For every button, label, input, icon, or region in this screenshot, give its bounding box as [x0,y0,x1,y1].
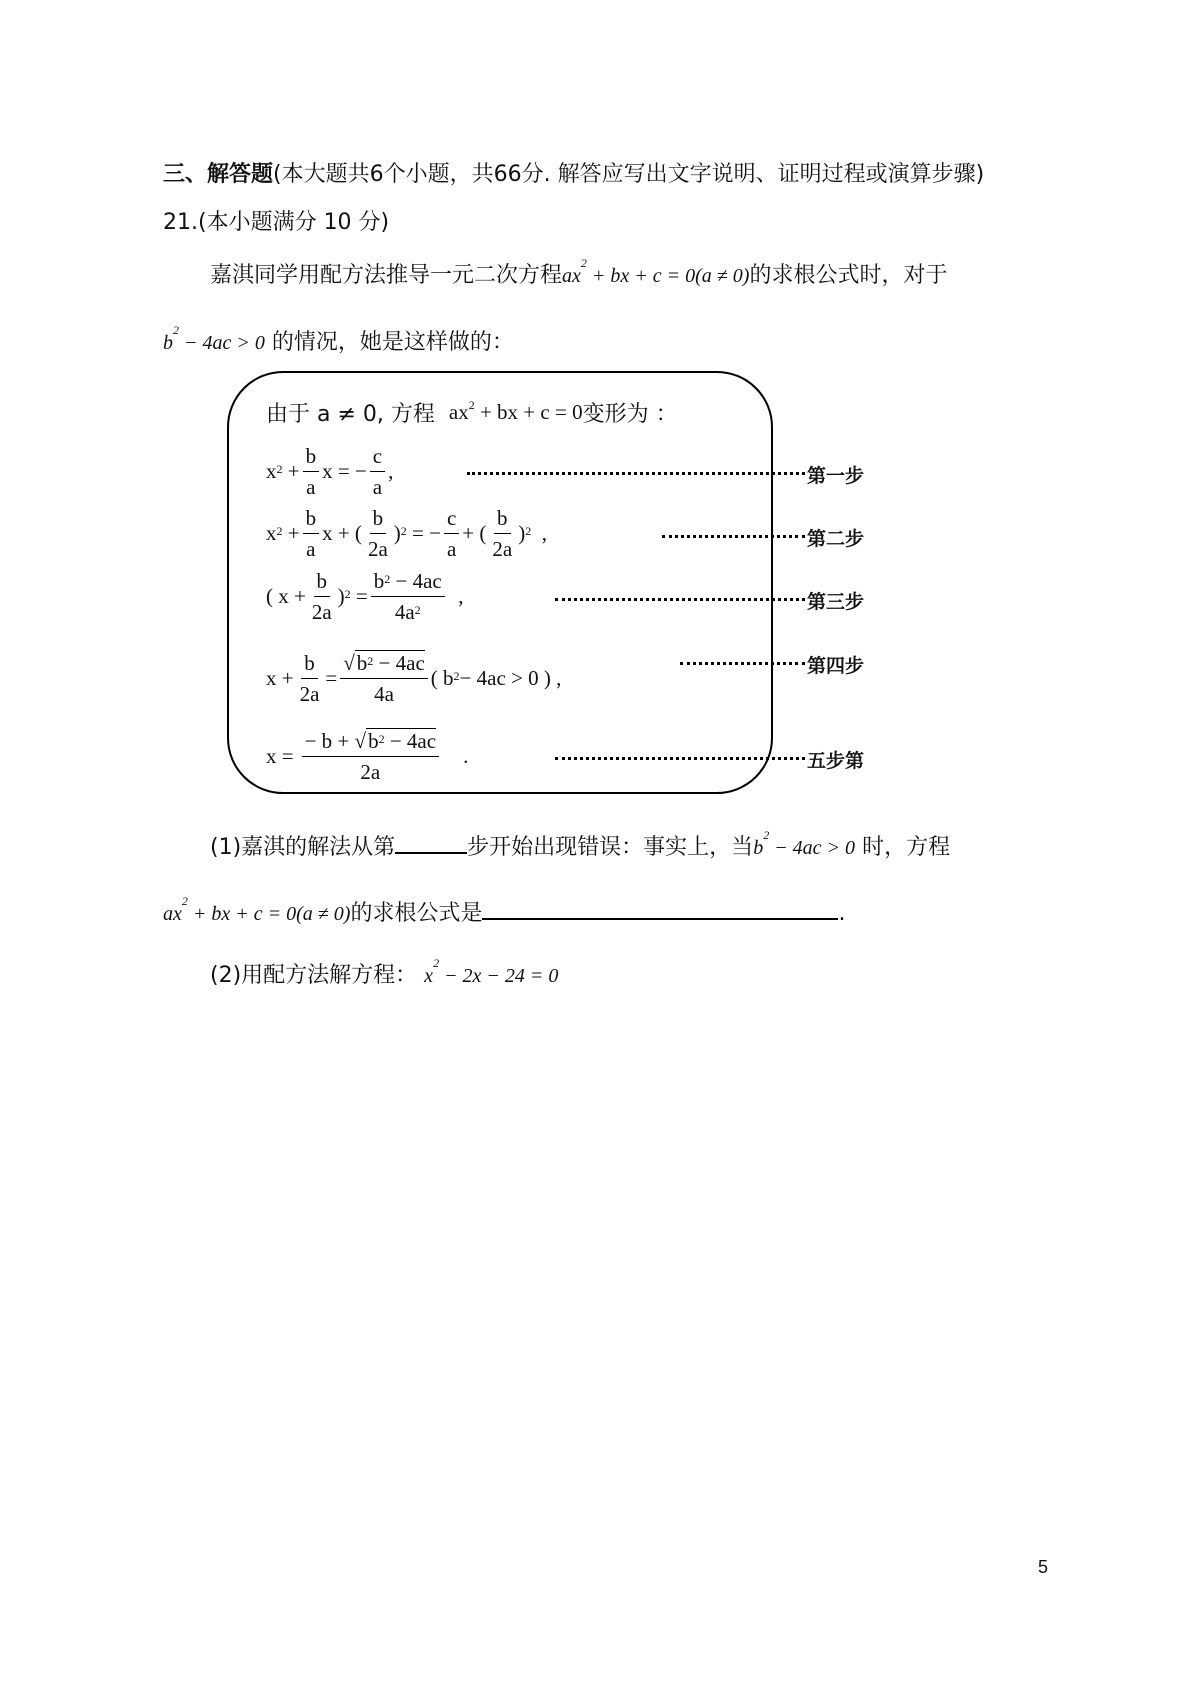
step-2-label: 第二步 [807,528,865,550]
part-2-equation: $x^2 - 2x - 24 = 0$ [424,956,559,987]
part-1-text-c: 时，方程 [862,835,951,860]
intro-text-c: 的情况，她是这样做的： [271,330,514,355]
part-2-line [210,958,558,989]
step-1-label: 第一步 [807,465,865,487]
section-label: 三、解答题 [163,162,274,187]
step-5-leader [555,757,805,760]
box-line0-equation: $ax^2$ + bx + c = 0 [448,398,583,424]
part-1-line1 [210,830,950,861]
box-line0-text: 由于 a ≠ 0, 方程 [266,402,435,427]
step-3-label: 第三步 [807,591,865,613]
part-2-text: (2)用配方法解方程： [210,963,418,988]
question-intro-line2 [163,325,514,356]
step-1-leader [467,472,805,475]
derivation-step-4-equation: x + $\frac{b}{2a}$ = $\frac{√b^2 - 4ac}{4a}$ ( b $^2$ − 4ac > 0 ) , [266,648,561,709]
intro-text-a: 嘉淇同学用配方法推导一元二次方程 [210,263,563,288]
part-1-text-b: 步开始出现错误：事实上，当 [467,835,754,860]
part-1-end: . [838,901,846,926]
step-5-label: 五步第 [807,750,865,772]
intro-text-b: 的求根公式时，对于 [749,263,948,288]
step-4-leader [680,662,805,665]
derivation-step-3-equation: ( x + $\frac{b}{2a}$ ) $^2$ = $\frac{b^2 - 4ac}{4a^2}$ , [266,566,464,627]
part-1-text-a: (1)嘉淇的解法从第 [210,835,396,860]
step-4-label: 第四步 [807,655,865,677]
intro-equation: $ax^2$ + bx + c = 0(a ≠ 0) [562,256,750,287]
step-2-leader [662,535,805,538]
box-line0-text-b: 变形为 ： [582,402,678,427]
step-3-leader [555,598,805,601]
intro-condition: $b^2 - 4ac > 0$ [163,323,265,354]
part-1-blank-formula[interactable] [482,918,838,920]
section-description: (本大题共6个小题，共66分. 解答应写出文字说明、证明过程或演算步骤) [273,162,985,187]
derivation-step-5-equation: x = $\frac{- b + √b^2 - 4ac}{2a}$ . [266,726,468,787]
derivation-step-2-equation: x $^2$ + $\frac{b}{a}$ x + ( $\frac{b}{2a}$ ) $^2$ = − $\frac{c}{a}$ + ( $\frac{b}{2a}$ ) $^2$ , [266,503,547,564]
part-1-text-d: 的求根公式是 [350,901,483,926]
page-number: 5 [1038,1557,1049,1577]
part-1-equation: $ax^2$ + bx + c = 0(a ≠ 0) [163,894,351,925]
question-number: 21.(本小题满分 10 分) [163,210,390,235]
question-intro-line1 [210,258,947,289]
part-1-condition: $b^2 - 4ac > 0$ [753,828,856,859]
part-1-blank-step[interactable] [395,852,467,854]
derivation-line-0 [266,397,678,428]
derivation-step-1-equation: x $^2$ + $\frac{b}{a}$ x = − $\frac{c}{a}$ , [266,441,393,502]
part-1-line2 [163,896,845,927]
section-header [163,157,984,188]
